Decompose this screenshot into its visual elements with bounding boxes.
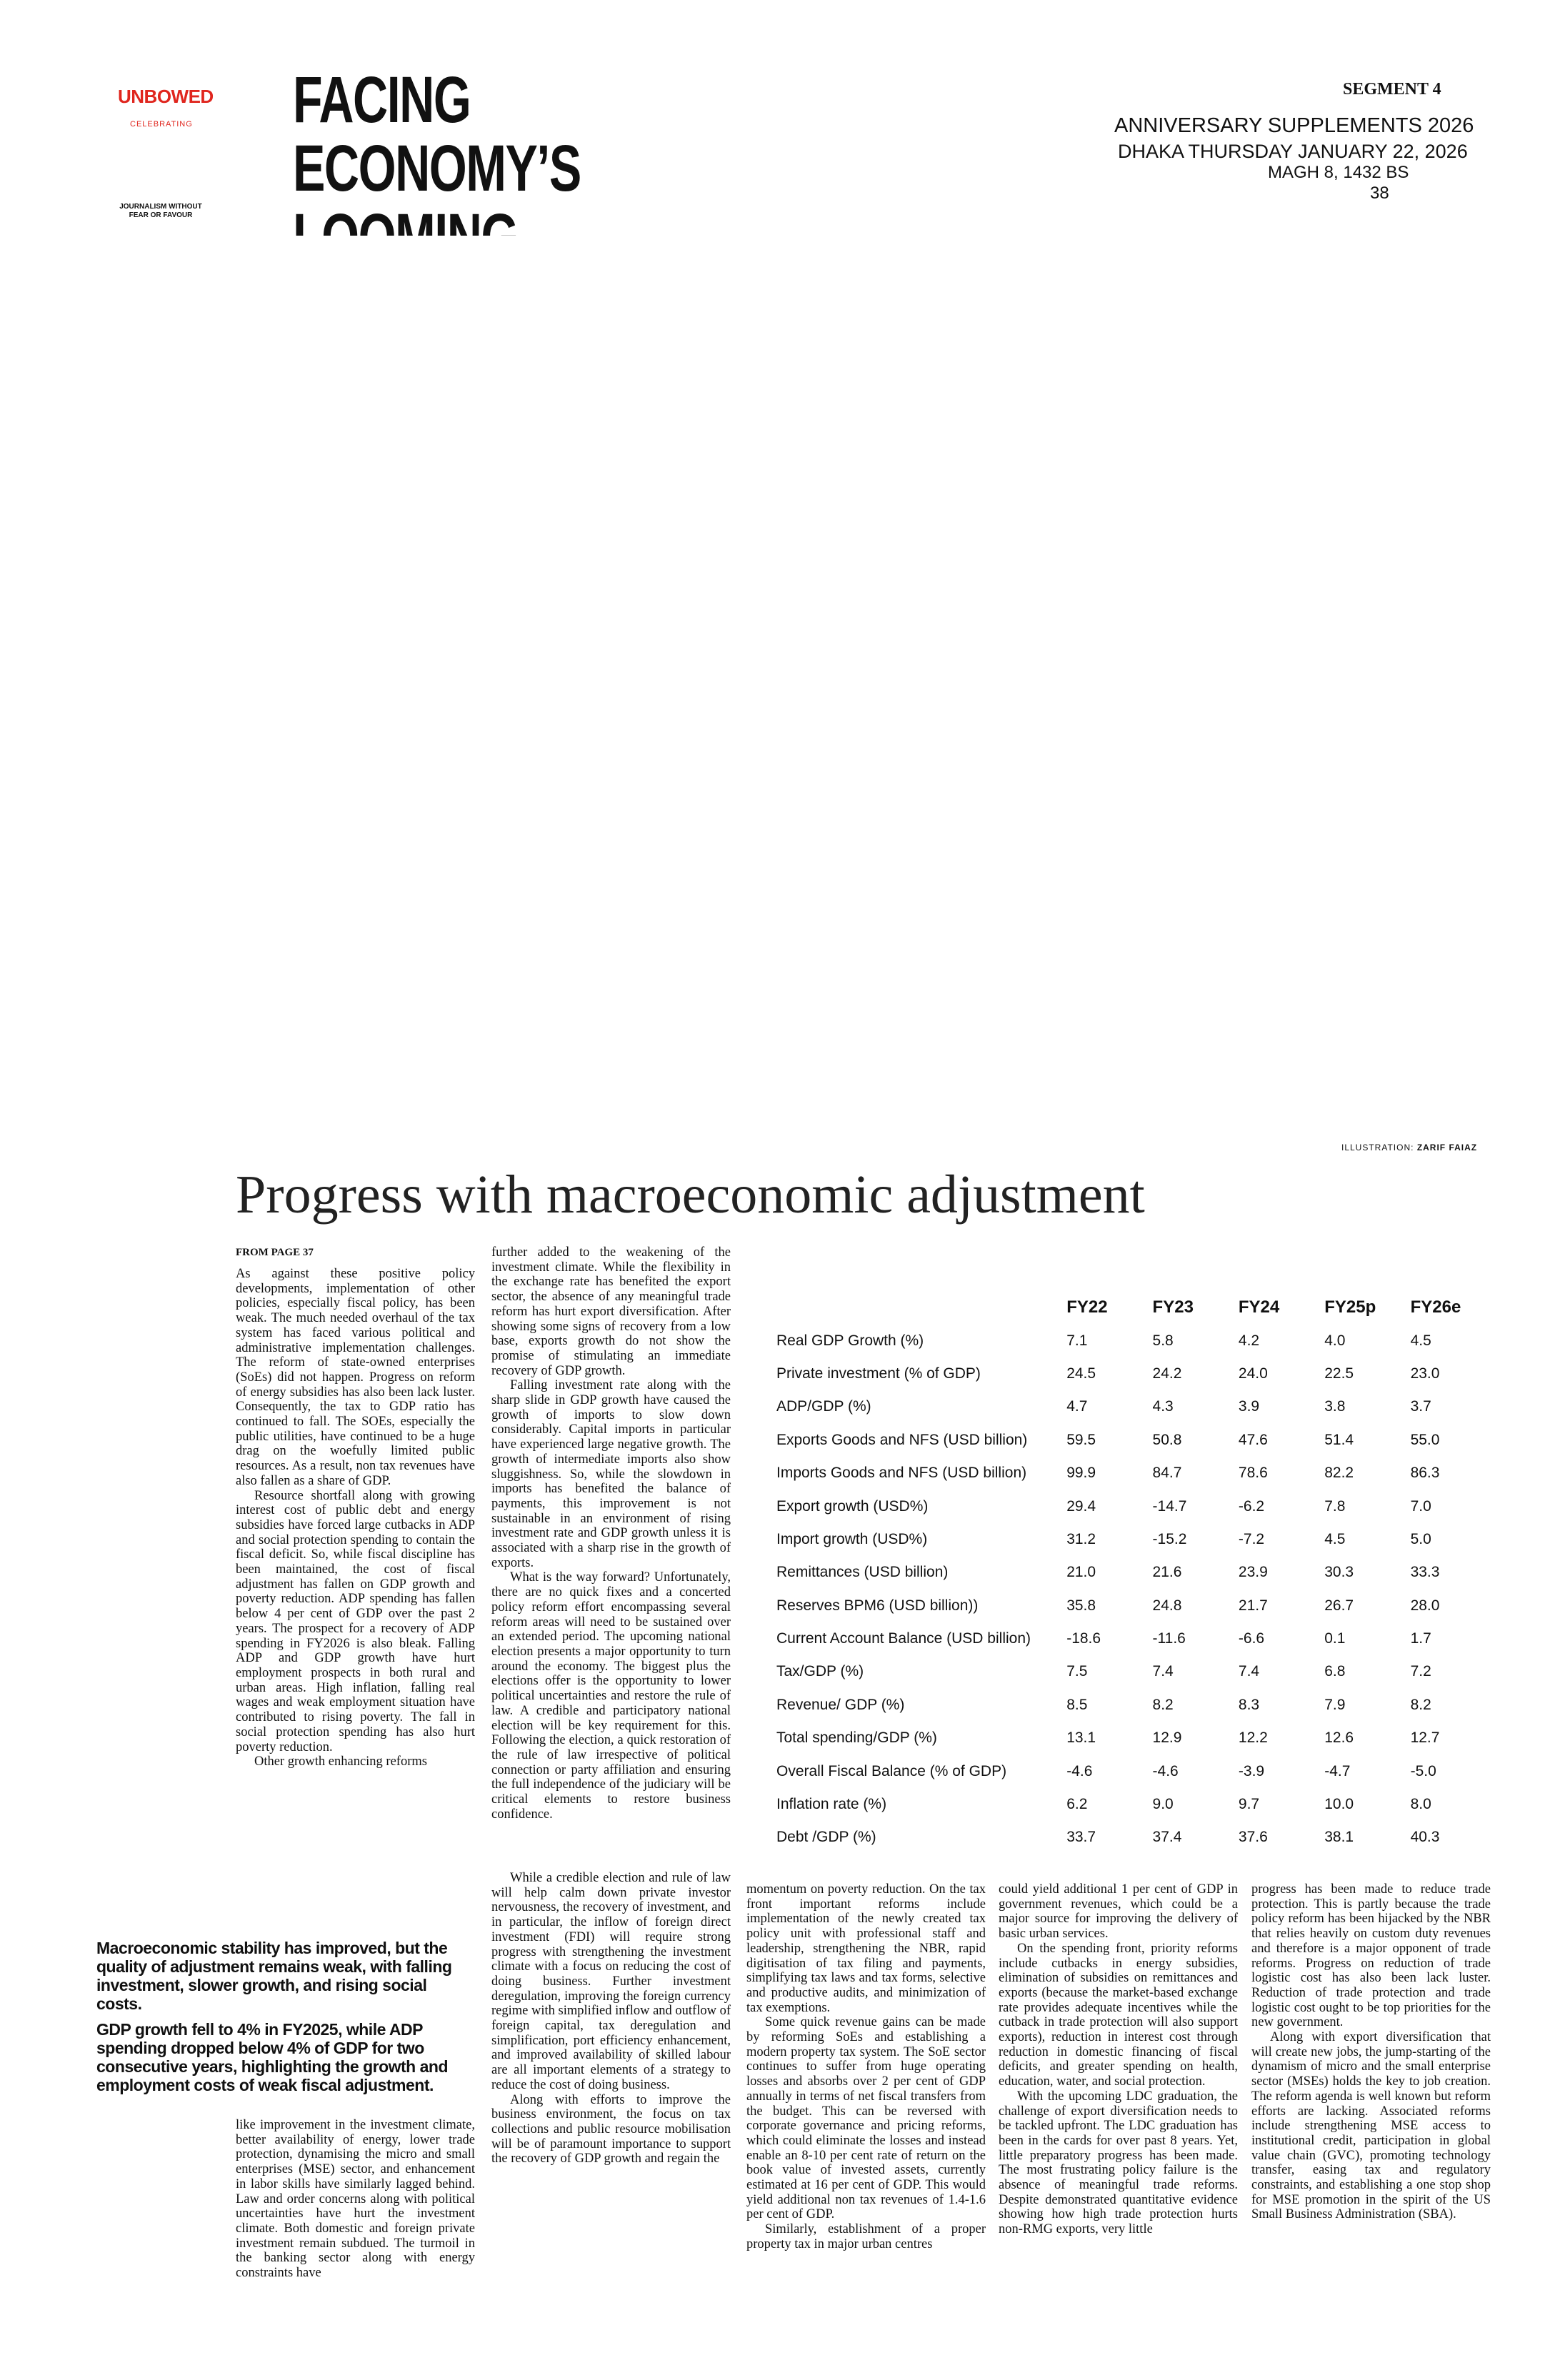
paragraph: Some quick revenue gains can be made by reforming SoEs and establishing a modern property tax system. The SoE sector continues to suffer from huge operating losses and absorbs over 2 per cent of GDP annually in terms of net fiscal transfers from the budget. This can be reversed with corporate governance and pricing reforms, which could eliminate the losses and instead enable an 8-10 per cent rate of return on the book value of invested assets, currently estimated at 16 per cent of GDP. This would yield additional non tax revenues of 1.4-1.6 per cent of GDP. [746, 2015, 986, 2222]
table-cell: 9.7 [1238, 1796, 1260, 1813]
row-label: Private investment (% of GDP) [776, 1365, 981, 1382]
table-cell: 99.9 [1066, 1465, 1096, 1482]
pull-quote-line: Macroeconomic stability has improved, but the quality of adjustment remains weak, with falling investment, slower growth, and rising social costs. [96, 1939, 452, 2013]
table-cell: -3.9 [1238, 1762, 1265, 1779]
row-label: Remittances (USD billion) [776, 1564, 949, 1581]
table-cell: 12.9 [1152, 1729, 1182, 1747]
paragraph: What is the way forward? Unfortunately, there are no quick fixes and a concerted policy reform effort encompassing several reform areas will need to be sustained over an extended period. The upcoming national election presents a major opportunity to turn around the economy. The biggest plus the elections offer is the opportunity to lower political uncertainties and restore the rule of law. A credible and participatory national election will be key requirement for this. Following the election, a quick restoration of the rule of law irrespective of political connection or party affiliation and ensuring the full independence of the judiciary will be critical elements to restore business confidence. [491, 1570, 731, 1822]
table-cell: 21.6 [1152, 1564, 1182, 1581]
table-row [775, 1523, 1496, 1556]
row-label: Debt /GDP (%) [776, 1829, 876, 1846]
table-cell: 4.5 [1410, 1332, 1431, 1349]
table-cell: 37.6 [1238, 1829, 1268, 1846]
table-cell: -6.2 [1238, 1497, 1265, 1515]
paragraph: Along with efforts to improve the business environment, the focus on tax collections and public resource mobilisation will be of paramount importance to support the recovery of GDP growth and regain the [491, 2092, 731, 2166]
paragraph: Resource shortfall along with growing interest cost of public debt and energy subsidies have forced large cutbacks in ADP and social protection spending to contain the fiscal deficit. So, while fiscal discipline has been maintained, the cost of fiscal adjustment has fallen on GDP growth and poverty reduction. ADP spending has fallen below 4 per cent of GDP over the past 2 years. The prospect for a recovery of ADP spending in FY2026 is also bleak. Falling ADP and GDP growth have hurt employment prospects in both rural and urban areas. High inflation, falling real wages and weak employment situation have contributed to rising poverty. The fall in social protection spending has also hurt poverty reduction. [236, 1488, 475, 1754]
table-cell: 1.7 [1410, 1630, 1431, 1647]
table-cell: -14.7 [1152, 1497, 1187, 1515]
article-column-5 [1251, 1882, 1491, 2222]
table-cell: 50.8 [1152, 1431, 1182, 1448]
table-cell: 4.2 [1238, 1332, 1260, 1349]
table-cell: 8.2 [1410, 1696, 1431, 1713]
table-cell: 12.2 [1238, 1729, 1268, 1747]
table-row [775, 1490, 1496, 1522]
table-cell: 7.4 [1152, 1663, 1174, 1680]
paragraph: like improvement in the investment climate, better availability of energy, lower trade protection, dynamising the micro and small enterprises (MSE) sector, and enhancement in labor skills have similarly lagged behind. Law and order concerns along with political uncertainties have hurt the investment climate. Both domestic and foreign private investment remain subdued. The turmoil in the banking sector along with energy constraints have [236, 2118, 475, 2281]
table-row [775, 1357, 1496, 1390]
table-row [775, 1324, 1496, 1357]
table-cell: 8.0 [1410, 1796, 1431, 1813]
table-row [775, 1622, 1496, 1655]
table-cell: 7.8 [1324, 1497, 1346, 1515]
table-cell: 47.6 [1238, 1431, 1268, 1448]
illustration-credit-label: ILLUSTRATION: [1341, 1143, 1414, 1153]
table-row [775, 1689, 1496, 1722]
table-row [775, 1788, 1496, 1821]
table-cell: 33.7 [1066, 1829, 1096, 1846]
table-cell: 7.9 [1324, 1696, 1346, 1713]
data-table [775, 1291, 1496, 1854]
table-row [775, 1821, 1496, 1854]
table-cell: 8.2 [1152, 1696, 1174, 1713]
macro-indicators-table [775, 1291, 1496, 1854]
table-cell: 24.8 [1152, 1597, 1182, 1614]
table-row [775, 1457, 1496, 1490]
table-cell: 59.5 [1066, 1431, 1096, 1448]
article-column-1 [236, 1267, 475, 1769]
row-label: Export growth (USD%) [776, 1497, 929, 1515]
table-cell: 9.0 [1152, 1796, 1174, 1813]
table-cell: 24.2 [1152, 1365, 1182, 1382]
table-header-row [775, 1291, 1496, 1324]
row-label: Real GDP Growth (%) [776, 1332, 924, 1349]
table-cell: 13.1 [1066, 1729, 1096, 1747]
table-cell: 82.2 [1324, 1465, 1354, 1482]
table-cell: 7.0 [1410, 1497, 1431, 1515]
table-row [775, 1590, 1496, 1622]
table-cell: -15.2 [1152, 1530, 1187, 1547]
paragraph: momentum on poverty reduction. On the tax front important reforms include implementation of the newly created tax policy unit with professional staff and leadership, strengthening the NBR, rapid digitisation of tax filing and payments, simplifying tax laws and tax forms, selective and productive audits, and minimization of tax exemptions. [746, 1882, 986, 2015]
illustration-credit-name: ZARIF FAIAZ [1416, 1143, 1478, 1153]
paragraph: As against these positive policy developments, implementation of other policies, especially fiscal policy, has been weak. The much needed overhaul of the tax system has faced various political and administrative implementation challenges. The reform of state-owned enterprises (SoEs) did not happen. Progress on reform of energy subsidies has also been lack luster. Consequently, the tax to GDP ratio has continued to fall. The SOEs, especially the public utilities, have continued to be a huge drag on the woefully limited public resources. As a result, non tax revenues have also fallen as a share of GDP. [236, 1267, 475, 1488]
article-column-2 [491, 1245, 731, 1822]
table-cell: 12.7 [1410, 1729, 1440, 1747]
table-row [775, 1556, 1496, 1589]
row-label: Current Account Balance (USD billion) [776, 1630, 1031, 1647]
table-cell: 4.0 [1324, 1332, 1346, 1349]
table-cell: -7.2 [1238, 1530, 1265, 1547]
column-header [775, 1291, 1066, 1324]
segment-label: SEGMENT 4 [1343, 80, 1441, 99]
article-column-4 [999, 1882, 1238, 2237]
paragraph: Falling investment rate along with the sharp slide in GDP growth have caused the growth of imports to slow down considerably. Capital imports in particular have experienced large negative growth. The growth of intermediate imports also show sluggishness. So, while the slowdown in imports has benefited the balance of payments, this improvement is not sustainable in an environment of rising investment rate and GDP growth unless it is associated with a sharp rise in the growth of exports. [491, 1378, 731, 1570]
table-cell: -4.7 [1324, 1762, 1351, 1779]
table-cell: 86.3 [1410, 1465, 1440, 1482]
feature-illustration [0, 236, 1550, 1135]
table-cell: 10.0 [1324, 1796, 1354, 1813]
row-label: Reserves BPM6 (USD billion)) [776, 1597, 979, 1614]
table-cell: 22.5 [1324, 1365, 1354, 1382]
paragraph: could yield additional 1 per cent of GDP in government revenues, which could be a major source for improving the delivery of basic urban services. [999, 1882, 1238, 1942]
table-cell: 4.7 [1066, 1398, 1088, 1415]
table-cell: -11.6 [1152, 1630, 1186, 1647]
table-cell: 5.0 [1410, 1530, 1431, 1547]
table-cell: 8.5 [1066, 1696, 1088, 1713]
table-cell: 4.5 [1324, 1530, 1346, 1547]
table-cell: -4.6 [1152, 1762, 1179, 1779]
pull-quote-line: GDP growth fell to 4% in FY2025, while ADP spending dropped below 4% of GDP for two consecutive years, highlighting the growth and employment costs of weak fiscal adjustment. [96, 2020, 449, 2094]
edition-date-bs: MAGH 8, 1432 BS [1268, 163, 1409, 182]
article-column-2-continued [491, 1871, 731, 2166]
page-number: 38 [1370, 184, 1389, 203]
row-label: Exports Goods and NFS (USD billion) [776, 1431, 1028, 1448]
table-cell: 21.0 [1066, 1564, 1096, 1581]
headline-line-1: FACING ECONOMY’S [293, 64, 581, 205]
table-cell: 51.4 [1324, 1431, 1354, 1448]
table-cell: 78.6 [1238, 1465, 1268, 1482]
table-cell: 24.5 [1066, 1365, 1096, 1382]
column-header: FY24 [1238, 1297, 1280, 1317]
column-header: FY22 [1066, 1297, 1108, 1317]
table-cell: -6.6 [1238, 1630, 1265, 1647]
table-row [775, 1390, 1496, 1423]
table-cell: 23.0 [1410, 1365, 1440, 1382]
table-cell: 23.9 [1238, 1564, 1268, 1581]
table-body [775, 1324, 1496, 1854]
paragraph: On the spending front, priority reforms include cutbacks in energy subsidies, elimination of subsidies on remittances and exports (because the market-based exchange rate provides adequate incentives while the cutback in trade protection will also support exports), reduction in interest cost through reduction in domestic financing of fiscal deficits, and greater spending on health, education, water, and social protection. [999, 1941, 1238, 2089]
row-label: Imports Goods and NFS (USD billion) [776, 1465, 1027, 1482]
paragraph: progress has been made to reduce trade protection. This is partly because the trade policy reform has been hijacked by the NBR that relies heavily on custom duty revenues and therefore is a major opponent of trade reforms. Progress on reduction of trade logistic cost has also been lack luster. Reduction of trade protection and trade logistic cost ought to be top priorities for the new government. [1251, 1882, 1491, 2030]
table-cell: 3.8 [1324, 1398, 1346, 1415]
article-column-3 [746, 1882, 986, 2252]
table-cell: 7.2 [1410, 1663, 1431, 1680]
jump-from-label: FROM PAGE 37 [236, 1247, 314, 1258]
table-cell: 4.3 [1152, 1398, 1174, 1415]
table-cell: 7.1 [1066, 1332, 1088, 1349]
table-cell: -5.0 [1410, 1762, 1436, 1779]
table-cell: 40.3 [1410, 1829, 1440, 1846]
row-label: Tax/GDP (%) [776, 1663, 864, 1680]
table-cell: 30.3 [1324, 1564, 1354, 1581]
illustration-credit [1341, 1143, 1477, 1153]
table-cell: 12.6 [1324, 1729, 1354, 1747]
table-cell: 8.3 [1238, 1696, 1260, 1713]
table-cell: 6.8 [1324, 1663, 1346, 1680]
column-header: FY25p [1324, 1297, 1376, 1317]
table-cell: 6.2 [1066, 1796, 1088, 1813]
article-title: Progress with macroeconomic adjustment [236, 1165, 1145, 1225]
row-label: Revenue/ GDP (%) [776, 1696, 905, 1713]
column-header: FY23 [1152, 1297, 1194, 1317]
table-cell: 31.2 [1066, 1530, 1096, 1547]
paragraph: Other growth enhancing reforms [254, 1754, 427, 1769]
paragraph: Similarly, establishment of a proper property tax in major urban centres [746, 2222, 986, 2251]
table-cell: 55.0 [1410, 1431, 1440, 1448]
row-label: Import growth (USD%) [776, 1530, 928, 1547]
table-cell: 7.5 [1066, 1663, 1088, 1680]
table-cell: 24.0 [1238, 1365, 1268, 1382]
table-cell: -18.6 [1066, 1630, 1101, 1647]
table-cell: 3.7 [1410, 1398, 1431, 1415]
table-cell: 3.9 [1238, 1398, 1260, 1415]
table-cell: 7.4 [1238, 1663, 1260, 1680]
table-cell: 26.7 [1324, 1597, 1354, 1614]
masthead-logo-subtitle: CELEBRATING [130, 120, 193, 129]
edition-date: DHAKA THURSDAY JANUARY 22, 2026 [1118, 141, 1468, 162]
table-cell: 38.1 [1324, 1829, 1354, 1846]
row-label: Total spending/GDP (%) [776, 1729, 937, 1747]
table-cell: 21.7 [1238, 1597, 1268, 1614]
article-column-1-continued [236, 2118, 475, 2281]
supplement-title: ANNIVERSARY SUPPLEMENTS 2026 [1114, 114, 1474, 137]
table-row [775, 1655, 1496, 1688]
paragraph: While a credible election and rule of law will help calm down private investor nervousness, the recovery of investment, and in particular, the inflow of foreign direct investment (FDI) will require strong progress with strengthening the investment climate with a focus on reducing the cost of doing business. Further investment deregulation, improving the foreign currency regime with simplified inflow and outflow of foreign capital, tax deregulation and simplification, port efficiency enhancement, and improved availability of skilled labour are all important elements of a strategy to reduce the cost of doing business. [491, 1871, 731, 2092]
table-cell: -4.6 [1066, 1762, 1093, 1779]
masthead-logo: UNBOWED [118, 86, 214, 107]
table-row [775, 1424, 1496, 1457]
table-cell: 28.0 [1410, 1597, 1440, 1614]
column-header: FY26e [1410, 1297, 1461, 1317]
row-label: Inflation rate (%) [776, 1796, 887, 1813]
table-cell: 33.3 [1410, 1564, 1440, 1581]
row-label: Overall Fiscal Balance (% of GDP) [776, 1762, 1007, 1779]
table-cell: 35.8 [1066, 1597, 1096, 1614]
table-cell: 84.7 [1152, 1465, 1182, 1482]
paragraph: Along with export diversification that will create new jobs, the jump-starting of the dynamism of micro and the small enterprise sector (MSEs) holds the key to job creation. The reform agenda is well known but reform efforts are lacking. Associated reforms include strengthening MSE access to institutional credit, participation in global value chain (GVC), promoting technology transfer, easing tax and regulatory constraints, and establishing a one stop shop for MSE promotion in the spirit of the US Small Business Administration (SBA). [1251, 2030, 1491, 2222]
masthead-tagline: JOURNALISM WITHOUT FEAR OR FAVOUR [119, 203, 202, 219]
row-label: ADP/GDP (%) [776, 1398, 871, 1415]
table-cell: 37.4 [1152, 1829, 1182, 1846]
table-cell: 5.8 [1152, 1332, 1174, 1349]
pull-quote [96, 1939, 468, 2102]
table-cell: 0.1 [1324, 1630, 1346, 1647]
paragraph: With the upcoming LDC graduation, the challenge of export diversification needs to be tackled upfront. The LDC graduation has been in the cards for over past 8 years. Yet, little preparatory progress has been made. The most frustrating policy failure is the absence of meaningful trade reforms. Despite demonstrated quantitative evidence showing how high trade protection hurts non-RMG exports, very little [999, 2089, 1238, 2237]
table-cell: 29.4 [1066, 1497, 1096, 1515]
paragraph: further added to the weakening of the investment climate. While the flexibility in the exchange rate has benefited the export sector, the absence of any meaningful trade reform has hurt export diversification. After showing some signs of recovery from a low base, exports growth do not show the promise of stimulating an immediate recovery of GDP growth. [491, 1245, 731, 1378]
table-row [775, 1722, 1496, 1754]
table-row [775, 1754, 1496, 1787]
